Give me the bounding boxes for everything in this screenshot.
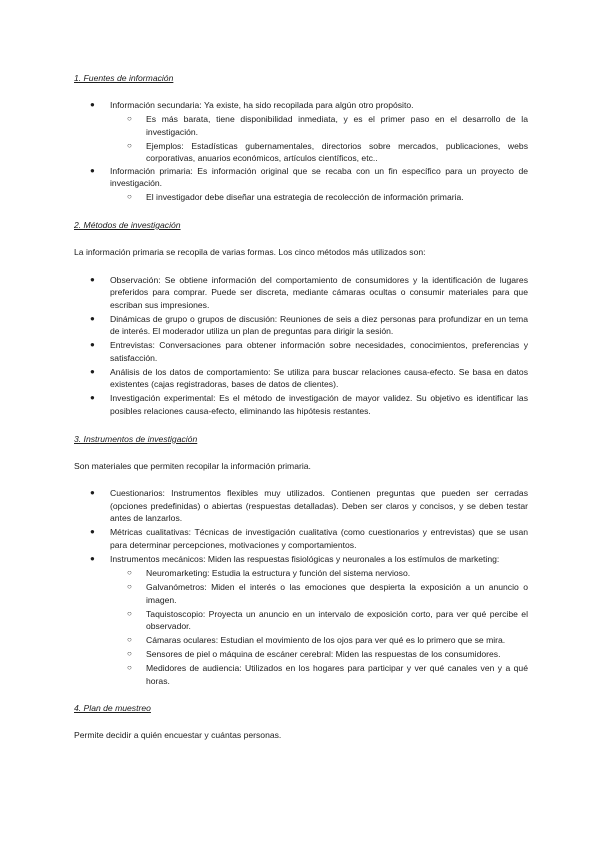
sub-list-item <box>110 140 528 165</box>
list-item <box>74 99 528 165</box>
sub-list-item <box>110 191 528 204</box>
bullet-icon: ● <box>90 100 95 109</box>
sub-list-item <box>110 648 528 661</box>
sub-list-item-text: Taquistoscopio: Proyecta un anuncio en un intervalo de exposición corto, para ver qué percibe el observador. <box>146 608 528 632</box>
list-item-text: Análisis de los datos de comportamiento: Se utiliza para buscar relaciones causa-efecto. Se basa en datos existentes (cajas registradoras, bases de datos de clientes). <box>110 366 528 390</box>
list-item <box>74 553 528 687</box>
sub-list-item <box>110 581 528 606</box>
sub-list-item-text: Sensores de piel o máquina de escáner cerebral: Miden las respuestas de los consumidores. <box>146 649 501 660</box>
list-item <box>74 487 528 525</box>
list-item <box>74 165 528 204</box>
sub-list-item <box>110 634 528 647</box>
bullet-icon: ● <box>90 553 95 563</box>
list-item-text: Entrevistas: Conversaciones para obtener información sobre necesidades, conocimientos, preferencias y satisfacción. <box>110 340 528 363</box>
list-item-text: Información primaria: Es información original que se recaba con un fin específico para un proyecto de investigación. <box>110 165 528 189</box>
sub-list-item <box>110 567 528 580</box>
section-heading-metodos: 2. Métodos de investigación <box>74 219 181 230</box>
circle-bullet-icon: ○ <box>127 140 132 150</box>
section-intro-metodos: La información primaria se recopila de varias formas. Los cinco métodos más utilizados son: <box>74 246 426 257</box>
section-intro-instrumentos: Son materiales que permiten recopilar la información primaria. <box>74 460 311 471</box>
list-item-text: Información secundaria: Ya existe, ha sido recopilada para algún otro propósito. <box>110 100 414 110</box>
bullet-icon: ● <box>90 393 95 403</box>
sub-list-item-text: Neuromarketing: Estudia la estructura y función del sistema nervioso. <box>146 567 411 578</box>
bullet-icon: ● <box>90 165 95 175</box>
section-intro-muestreo: Permite decidir a quién encuestar y cuántas personas. <box>74 730 282 741</box>
circle-bullet-icon: ○ <box>127 567 132 577</box>
list-item-text: Cuestionarios: Instrumentos flexibles muy utilizados. Contienen preguntas que pueden ser cerradas (opciones predefinidas) o abiertas (respuestas detalladas). Deben ser claros y concisos, y se deben testar antes de lanzarlos. <box>110 488 528 524</box>
sub-list <box>110 567 528 687</box>
section-heading-muestreo: 4. Plan de muestreo <box>74 703 151 714</box>
sub-list-item-text: El investigador debe diseñar una estrategia de recolección de información primaria. <box>146 192 464 203</box>
bullet-icon: ● <box>90 488 95 498</box>
bullet-list-metodos <box>74 274 528 418</box>
section-heading-instrumentos: 3. Instrumentos de investigación <box>74 433 198 444</box>
list-item-text: Observación: Se obtiene información del comportamiento de consumidores y la identificación de lugares preferidos para comprar. Puede ser discreta, mediante cámaras ocultas o consumir materiales para que escriban sus impresiones. <box>110 274 528 310</box>
sub-list-item <box>110 608 528 633</box>
section-heading-fuentes: 1. Fuentes de información <box>74 73 174 83</box>
bullet-icon: ● <box>90 313 95 323</box>
circle-bullet-icon: ○ <box>127 635 132 645</box>
list-item <box>74 339 528 364</box>
circle-bullet-icon: ○ <box>127 663 132 673</box>
circle-bullet-icon: ○ <box>127 192 132 202</box>
bullet-icon: ● <box>90 340 95 350</box>
bullet-list-fuentes <box>74 99 528 204</box>
bullet-list-instrumentos <box>74 487 528 687</box>
document-content <box>74 72 528 757</box>
list-item-text: Métricas cualitativas: Técnicas de investigación cualitativa (como cuestionarios y entrevistas) que se usan para determinar percepciones, motivaciones y comportamientos. <box>110 527 528 550</box>
list-item <box>74 313 528 338</box>
circle-bullet-icon: ○ <box>127 581 132 591</box>
sub-list-item-text: Ejemplos: Estadísticas gubernamentales, directorios sobre mercados, publicaciones, webs corporativas, anuarios económicos, artículos científicos, etc.. <box>146 140 528 164</box>
sub-list-item <box>110 113 528 138</box>
sub-list-item-text: Galvanómetros: Miden el interés o las emociones que despierta la exposición a un anuncio o imagen. <box>146 581 528 605</box>
sub-list-item <box>110 662 528 687</box>
circle-bullet-icon: ○ <box>127 608 132 618</box>
list-item <box>74 366 528 391</box>
list-item <box>74 392 528 417</box>
circle-bullet-icon: ○ <box>127 113 132 123</box>
list-item <box>74 274 528 312</box>
sub-list-item-text: Es más barata, tiene disponibilidad inmediata, y es el primer paso en el desarrollo de la investigación. <box>146 113 528 137</box>
list-item-text: Instrumentos mecánicos: Miden las respuestas fisiológicas y neuronales a los estímulos de marketing: <box>110 553 500 564</box>
bullet-icon: ● <box>90 527 95 537</box>
list-item-text: Dinámicas de grupo o grupos de discusión: Reuniones de seis a diez personas para profundizar en un tema de interés. El moderador utiliza un plan de preguntas para dirigir la sesión. <box>110 313 528 337</box>
bullet-icon: ● <box>90 274 95 284</box>
circle-bullet-icon: ○ <box>127 649 132 659</box>
sub-list <box>110 113 528 165</box>
sub-list <box>110 191 528 204</box>
sub-list-item-text: Cámaras oculares: Estudian el movimiento de los ojos para ver qué es lo primero que se mira. <box>146 635 506 646</box>
bullet-icon: ● <box>90 366 95 376</box>
list-item <box>74 526 528 551</box>
list-item-text: Investigación experimental: Es el método de investigación de mayor validez. Su objetivo es identificar las posibles relaciones causa-efecto, eliminando las hipótesis restantes. <box>110 393 528 417</box>
sub-list-item-text: Medidores de audiencia: Utilizados en los hogares para participar y ver qué canales ven y a qué horas. <box>146 663 528 686</box>
